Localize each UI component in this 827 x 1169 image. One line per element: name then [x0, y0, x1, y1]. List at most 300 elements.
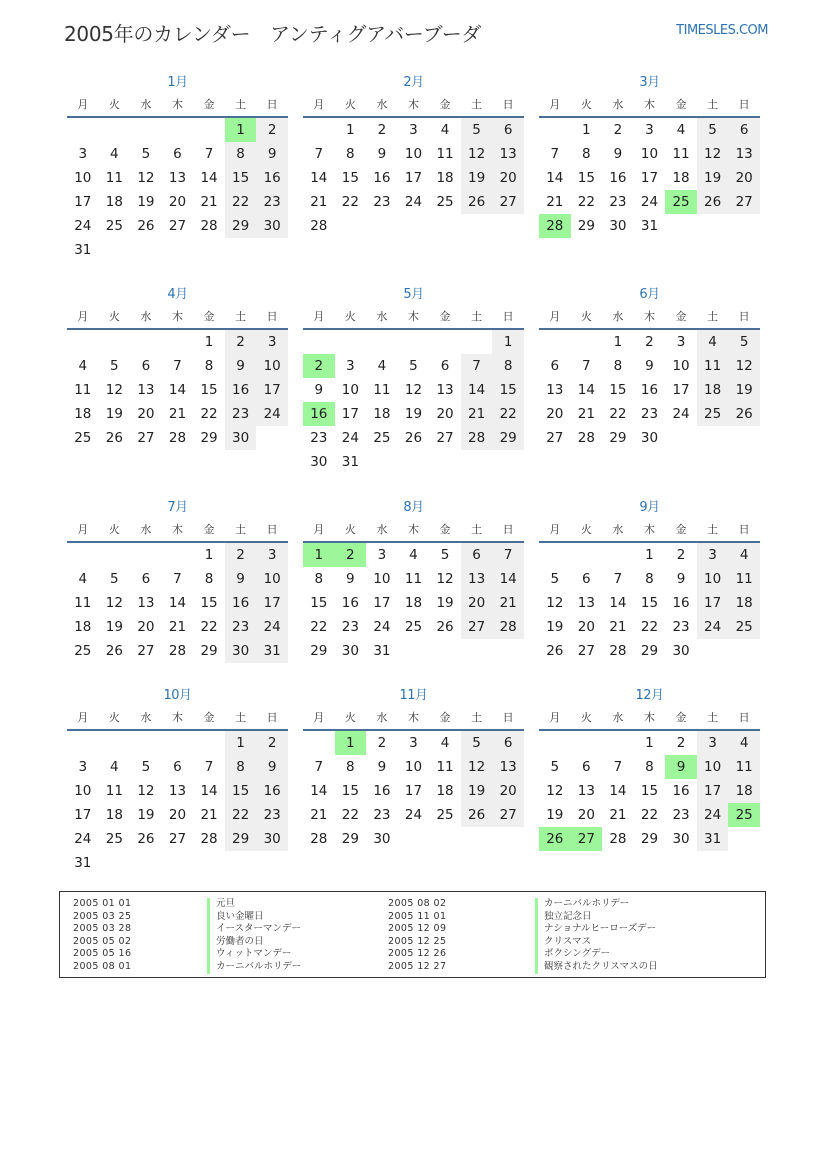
day-cell: 2	[256, 118, 288, 142]
day-cell: 7	[582, 358, 591, 374]
day-cell: 27	[137, 430, 155, 446]
weekday-label: 日	[266, 523, 278, 536]
day-cell: 5	[110, 358, 119, 374]
day-cell: 27	[168, 218, 187, 234]
day-cell: 18	[105, 807, 123, 823]
day-cell: 3	[78, 759, 88, 775]
day-empty	[162, 238, 194, 262]
day-cell: 12	[461, 142, 493, 166]
day-cell: 8	[582, 146, 591, 162]
day-cell: 12	[105, 595, 123, 611]
day-cell: 9	[645, 358, 654, 374]
day-cell: 10	[697, 567, 729, 591]
day-cell: 17	[404, 170, 423, 186]
day-cell: 23	[341, 619, 359, 635]
day-cell: 22	[200, 406, 218, 422]
day-cell: 24	[256, 402, 288, 426]
day-cell: 31	[697, 827, 729, 851]
weekday-label: 水	[140, 98, 152, 111]
holiday-name: 良い金曜日	[216, 910, 264, 922]
day-cell: 3	[697, 543, 729, 567]
day-cell: 11	[373, 382, 391, 398]
day-cell: 11	[728, 755, 760, 779]
day-cell: 14	[492, 567, 524, 591]
day-cell: 15	[341, 783, 359, 799]
day-cell: 17	[74, 807, 92, 823]
day-cell: 11	[105, 170, 123, 186]
day-empty	[539, 118, 571, 142]
day-cell: 15	[640, 783, 659, 799]
day-cell: 28	[492, 615, 524, 639]
day-cell: 14	[461, 378, 493, 402]
holiday-name: クリスマス	[544, 935, 592, 947]
day-empty	[130, 851, 162, 875]
day-cell: 21	[546, 194, 564, 210]
week-row	[539, 591, 760, 615]
weekday-label: 金	[203, 711, 215, 724]
day-cell: 19	[546, 807, 564, 823]
day-cell: 27	[492, 190, 524, 214]
weekday-label: 日	[738, 98, 750, 111]
day-cell: 8	[204, 571, 214, 587]
day-cell: 12	[137, 783, 155, 799]
day-empty	[366, 330, 398, 354]
day-cell: 17	[672, 382, 690, 398]
day-cell: 21	[168, 619, 187, 635]
day-cell: 8	[225, 755, 257, 779]
weekday-label: 月	[313, 310, 325, 323]
day-cell: 7	[550, 146, 560, 162]
day-cell: 4	[78, 358, 88, 374]
day-cell: 17	[697, 591, 729, 615]
day-empty	[366, 214, 398, 238]
day-cell: 1	[335, 731, 367, 755]
month-name: 5月	[403, 287, 424, 302]
weekday-label: 日	[738, 523, 750, 536]
day-cell: 14	[200, 170, 218, 186]
day-cell: 4	[110, 146, 119, 162]
day-empty	[398, 639, 430, 663]
day-cell: 24	[74, 218, 92, 234]
day-empty	[602, 543, 634, 567]
week-row	[303, 402, 524, 426]
day-cell: 1	[204, 547, 214, 563]
day-cell: 21	[310, 194, 328, 210]
week-row	[303, 543, 524, 567]
day-empty	[67, 118, 99, 142]
day-cell: 11	[436, 759, 454, 775]
day-cell: 23	[225, 402, 257, 426]
week-row	[67, 591, 288, 615]
day-cell: 21	[577, 406, 595, 422]
day-cell: 30	[256, 827, 288, 851]
week-row	[303, 142, 524, 166]
day-cell: 28	[577, 430, 595, 446]
day-empty	[99, 238, 131, 262]
week-row	[539, 354, 760, 378]
day-empty	[162, 731, 194, 755]
week-row	[67, 567, 288, 591]
day-cell: 18	[373, 406, 391, 422]
day-cell: 26	[404, 430, 423, 446]
day-cell: 20	[577, 619, 595, 635]
day-empty	[461, 639, 493, 663]
day-cell: 30	[225, 426, 257, 450]
day-cell: 6	[141, 571, 151, 587]
day-cell: 11	[74, 382, 92, 398]
weekday-label: 月	[77, 310, 89, 323]
day-cell: 8	[613, 358, 623, 374]
day-cell: 11	[436, 146, 454, 162]
week-row	[303, 779, 524, 803]
week-row	[303, 450, 524, 474]
day-cell: 3	[697, 731, 729, 755]
day-cell: 10	[404, 759, 423, 775]
day-cell: 26	[461, 190, 493, 214]
week-row	[67, 214, 288, 238]
day-cell: 29	[492, 426, 524, 450]
day-empty	[193, 731, 225, 755]
day-cell: 6	[582, 759, 591, 775]
day-cell: 15	[640, 595, 659, 611]
weekday-label: 日	[502, 523, 514, 536]
day-cell: 13	[137, 595, 155, 611]
week-row	[303, 426, 524, 450]
day-cell: 7	[461, 354, 493, 378]
week-row	[539, 142, 760, 166]
day-empty	[539, 330, 571, 354]
day-cell: 4	[409, 547, 418, 563]
day-cell: 2	[676, 735, 686, 751]
day-cell: 2	[613, 122, 623, 138]
day-cell: 4	[377, 358, 387, 374]
holiday-name: ボクシングデー	[544, 948, 611, 960]
day-cell: 6	[582, 571, 591, 587]
week-row	[303, 330, 524, 354]
week-row	[539, 779, 760, 803]
day-cell: 27	[137, 643, 155, 659]
day-cell: 31	[341, 454, 359, 470]
day-cell: 20	[436, 406, 454, 422]
day-cell: 12	[436, 571, 454, 587]
day-cell: 25	[436, 807, 454, 823]
day-cell: 26	[137, 831, 155, 847]
day-empty	[303, 731, 335, 755]
day-empty	[398, 827, 430, 851]
weekday-label: 木	[643, 711, 655, 724]
weekday-label: 土	[471, 523, 483, 536]
month-name: 8月	[403, 500, 424, 515]
day-cell: 22	[225, 803, 257, 827]
day-empty	[67, 330, 99, 354]
day-cell: 28	[310, 831, 328, 847]
week-row	[539, 615, 760, 639]
day-cell: 16	[256, 779, 288, 803]
day-empty	[571, 731, 603, 755]
month-3	[539, 72, 760, 238]
day-cell: 6	[550, 358, 560, 374]
day-cell: 22	[577, 194, 595, 210]
day-cell: 16	[303, 402, 335, 426]
day-cell: 28	[310, 218, 328, 234]
day-cell: 10	[672, 358, 690, 374]
day-cell: 6	[492, 731, 524, 755]
holiday-date: 2005 11 01	[388, 910, 447, 922]
day-cell: 4	[440, 735, 450, 751]
weekday-label: 水	[612, 523, 624, 536]
holiday-dates-right	[388, 898, 446, 974]
day-empty	[193, 851, 225, 875]
day-cell: 3	[346, 358, 355, 374]
holiday-names-right	[535, 898, 658, 974]
day-cell: 3	[256, 330, 288, 354]
weekday-label: 火	[344, 98, 356, 111]
holiday-date: 2005 12 25	[388, 935, 447, 947]
day-cell: 17	[74, 194, 92, 210]
day-empty	[99, 543, 131, 567]
site-brand[interactable]: TIMESLES.COM	[676, 23, 768, 38]
week-row	[539, 166, 760, 190]
day-empty	[130, 731, 162, 755]
day-cell: 2	[225, 543, 257, 567]
day-cell: 17	[256, 591, 288, 615]
week-row	[303, 166, 524, 190]
day-cell: 7	[613, 571, 623, 587]
week-row	[67, 330, 288, 354]
day-cell: 16	[373, 170, 391, 186]
day-cell: 18	[697, 378, 729, 402]
weekday-label: 金	[439, 523, 451, 536]
day-cell: 27	[728, 190, 760, 214]
day-cell: 5	[697, 118, 729, 142]
day-cell: 20	[577, 807, 595, 823]
weekday-label: 月	[313, 711, 325, 724]
day-empty	[461, 450, 493, 474]
day-empty	[398, 450, 430, 474]
weekday-label: 木	[407, 310, 419, 323]
day-cell: 29	[310, 643, 328, 659]
day-cell: 11	[728, 567, 760, 591]
day-empty	[461, 330, 493, 354]
day-cell: 12	[105, 382, 123, 398]
weekday-label: 火	[108, 98, 120, 111]
day-cell: 5	[461, 731, 493, 755]
day-cell: 28	[609, 643, 627, 659]
day-cell: 28	[609, 831, 627, 847]
day-cell: 13	[492, 755, 524, 779]
day-cell: 19	[137, 807, 155, 823]
day-cell: 31	[640, 218, 659, 234]
weekday-header	[67, 306, 288, 330]
week-row	[67, 142, 288, 166]
day-cell: 31	[74, 242, 92, 258]
day-cell: 19	[697, 166, 729, 190]
day-cell: 3	[78, 146, 88, 162]
weekday-header	[67, 94, 288, 118]
day-cell: 20	[137, 619, 155, 635]
day-cell: 10	[373, 571, 391, 587]
week-row	[539, 378, 760, 402]
weekday-label: 水	[376, 711, 388, 724]
week-row	[303, 591, 524, 615]
weekday-label: 日	[502, 310, 514, 323]
day-cell: 4	[728, 731, 760, 755]
day-cell: 23	[672, 619, 690, 635]
day-cell: 15	[200, 382, 218, 398]
day-cell: 17	[640, 170, 659, 186]
day-cell: 10	[74, 783, 92, 799]
day-cell: 21	[609, 807, 627, 823]
day-empty	[728, 214, 760, 238]
day-cell: 6	[728, 118, 760, 142]
day-cell: 27	[577, 643, 595, 659]
day-empty	[162, 851, 194, 875]
day-cell: 29	[577, 218, 595, 234]
day-empty	[162, 118, 194, 142]
day-cell: 21	[310, 807, 328, 823]
day-cell: 5	[550, 759, 560, 775]
day-cell: 23	[225, 615, 257, 639]
day-cell: 12	[728, 354, 760, 378]
day-cell: 2	[303, 354, 335, 378]
day-cell: 1	[645, 735, 654, 751]
day-cell: 18	[728, 591, 760, 615]
day-cell: 25	[728, 803, 760, 827]
day-cell: 20	[461, 591, 493, 615]
day-cell: 12	[546, 595, 564, 611]
weekday-label: 金	[439, 310, 451, 323]
day-empty	[99, 330, 131, 354]
day-cell: 9	[256, 142, 288, 166]
weekday-label: 日	[738, 310, 750, 323]
day-cell: 30	[341, 643, 359, 659]
day-empty	[303, 118, 335, 142]
day-cell: 25	[697, 402, 729, 426]
day-cell: 15	[609, 382, 627, 398]
day-cell: 10	[404, 146, 423, 162]
week-row	[539, 755, 760, 779]
day-cell: 6	[173, 146, 182, 162]
weekday-label: 金	[439, 98, 451, 111]
day-cell: 19	[461, 166, 493, 190]
day-cell: 5	[409, 358, 418, 374]
day-empty	[429, 214, 461, 238]
day-cell: 7	[173, 571, 182, 587]
month-6	[539, 284, 760, 450]
holiday-date: 2005 05 16	[73, 948, 132, 960]
day-cell: 9	[377, 759, 387, 775]
weekday-header	[539, 94, 760, 118]
day-cell: 23	[256, 190, 288, 214]
day-cell: 28	[168, 430, 187, 446]
week-row	[303, 378, 524, 402]
week-row	[539, 118, 760, 142]
weekday-label: 月	[313, 523, 325, 536]
day-cell: 19	[546, 619, 564, 635]
day-cell: 12	[404, 382, 423, 398]
day-cell: 29	[200, 643, 218, 659]
day-cell: 31	[256, 639, 288, 663]
day-cell: 16	[672, 783, 690, 799]
day-empty	[335, 214, 367, 238]
weekday-label: 水	[612, 98, 624, 111]
day-cell: 17	[697, 779, 729, 803]
day-empty	[366, 450, 398, 474]
day-empty	[728, 426, 760, 450]
week-row	[303, 214, 524, 238]
day-empty	[130, 118, 162, 142]
weekday-label: 木	[171, 310, 183, 323]
day-cell: 12	[697, 142, 729, 166]
weekday-label: 金	[439, 711, 451, 724]
week-row	[67, 779, 288, 803]
week-row	[303, 354, 524, 378]
day-cell: 9	[613, 146, 623, 162]
day-cell: 9	[346, 571, 355, 587]
day-empty	[492, 214, 524, 238]
holiday-date: 2005 12 27	[388, 960, 447, 972]
day-cell: 12	[461, 755, 493, 779]
week-row	[67, 639, 288, 663]
day-cell: 26	[546, 643, 564, 659]
day-cell: 5	[141, 759, 151, 775]
day-cell: 27	[571, 827, 603, 851]
day-cell: 13	[436, 382, 454, 398]
day-cell: 29	[200, 430, 218, 446]
day-cell: 13	[461, 567, 493, 591]
weekday-header	[539, 707, 760, 731]
day-empty	[665, 214, 697, 238]
month-9	[539, 497, 760, 663]
week-row	[539, 731, 760, 755]
month-1	[67, 72, 288, 262]
day-cell: 13	[168, 783, 187, 799]
week-row	[303, 827, 524, 851]
day-cell: 31	[74, 855, 92, 871]
day-cell: 3	[645, 122, 654, 138]
week-row	[67, 755, 288, 779]
day-empty	[697, 426, 729, 450]
week-row	[539, 426, 760, 450]
weekday-label: 金	[675, 98, 687, 111]
day-empty	[225, 851, 257, 875]
month-7	[67, 497, 288, 663]
week-row	[67, 166, 288, 190]
day-cell: 28	[200, 831, 218, 847]
day-cell: 20	[546, 406, 564, 422]
day-empty	[130, 330, 162, 354]
day-cell: 21	[609, 619, 627, 635]
day-cell: 28	[539, 214, 571, 238]
day-cell: 28	[461, 426, 493, 450]
day-cell: 22	[640, 807, 659, 823]
day-cell: 22	[225, 190, 257, 214]
weekday-label: 水	[612, 711, 624, 724]
weekday-label: 金	[675, 523, 687, 536]
day-cell: 16	[373, 783, 391, 799]
day-cell: 5	[440, 547, 450, 563]
day-cell: 13	[492, 142, 524, 166]
day-cell: 20	[137, 406, 155, 422]
week-row	[303, 567, 524, 591]
weekday-label: 木	[171, 711, 183, 724]
day-cell: 18	[404, 595, 423, 611]
month-name: 6月	[639, 287, 660, 302]
weekday-label: 月	[313, 98, 325, 111]
day-empty	[99, 851, 131, 875]
day-empty	[429, 827, 461, 851]
day-cell: 29	[640, 643, 659, 659]
